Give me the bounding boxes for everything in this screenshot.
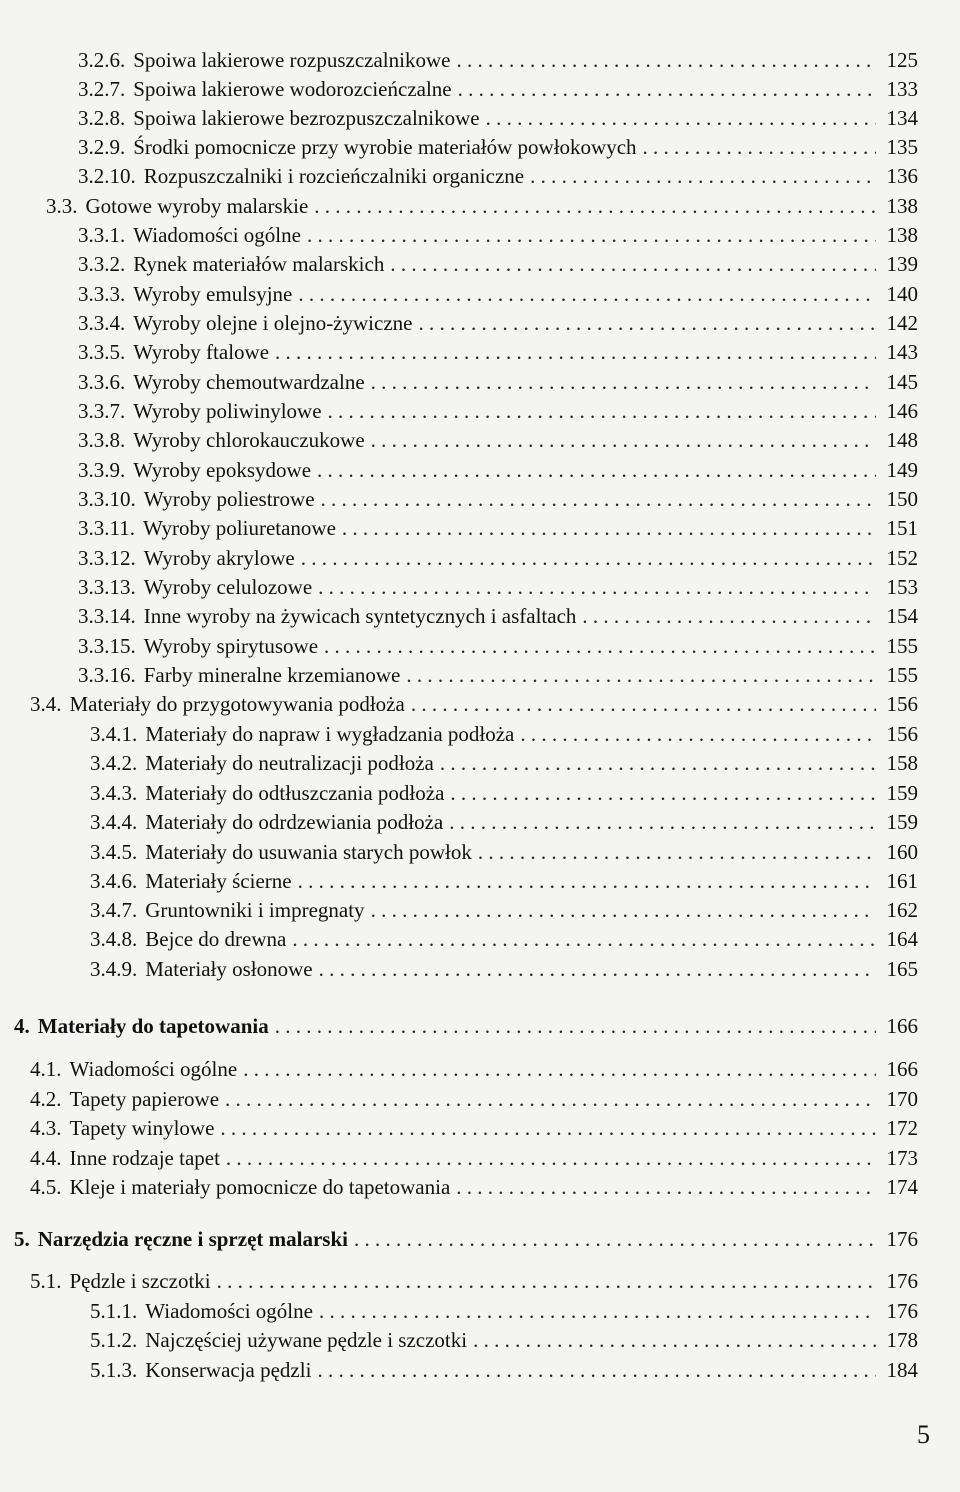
toc-entry <box>78 368 918 396</box>
entry-page: 143 <box>886 340 918 364</box>
entry-page: 176 <box>886 1227 918 1251</box>
leader-dots <box>371 896 876 924</box>
entry-number: 3.3. <box>46 194 78 218</box>
entry-title: Wyroby emulsyjne <box>133 282 293 306</box>
entry-title: Tapety winylowe <box>69 1116 215 1140</box>
toc-entry <box>78 309 918 337</box>
toc-chapter <box>14 1225 918 1253</box>
entry-title: Wyroby olejne i olejno-żywiczne <box>133 311 413 335</box>
leader-dots <box>298 867 876 895</box>
leader-dots <box>301 544 876 572</box>
entry-page: 160 <box>886 840 918 864</box>
entry-number: 3.4.1. <box>90 722 138 746</box>
leader-dots <box>450 779 876 807</box>
leader-dots <box>456 46 876 74</box>
entry-page: 164 <box>886 927 918 951</box>
entry-page: 138 <box>886 194 918 218</box>
entry-title: Rynek materiałów malarskich <box>133 252 385 276</box>
leader-dots <box>406 661 876 689</box>
entry-page: 148 <box>886 428 918 452</box>
entry-title: Spoiwa lakierowe rozpuszczalnikowe <box>133 48 451 72</box>
leader-dots <box>440 749 876 777</box>
entry-number: 3.4.2. <box>90 751 138 775</box>
entry-page: 155 <box>886 663 918 687</box>
toc-entry <box>78 426 918 454</box>
entry-page: 125 <box>886 48 918 72</box>
entry-title: Inne wyroby na żywicach syntetycznych i asfaltach <box>143 604 577 628</box>
entry-page: 136 <box>886 164 918 188</box>
entry-number: 3.3.12. <box>78 546 136 570</box>
entry-page: 159 <box>886 810 918 834</box>
entry-title: Wiadomości ogólne <box>69 1057 238 1081</box>
leader-dots <box>582 602 876 630</box>
toc-entry <box>90 1356 918 1384</box>
entry-title: Materiały osłonowe <box>145 957 313 981</box>
toc-entry <box>78 514 918 542</box>
toc-entry <box>78 46 918 74</box>
entry-title: Wyroby poliestrowe <box>143 487 315 511</box>
entry-title: Bejce do drewna <box>145 927 287 951</box>
leader-dots <box>328 397 876 425</box>
toc-entry <box>30 1144 918 1172</box>
entry-title: Spoiwa lakierowe wodorozcieńczalne <box>133 77 452 101</box>
entry-page: 162 <box>886 898 918 922</box>
toc-entry <box>78 397 918 425</box>
entry-page: 172 <box>886 1116 918 1140</box>
leader-dots <box>226 1144 876 1172</box>
entry-number: 3.3.4. <box>78 311 126 335</box>
entry-number: 3.3.2. <box>78 252 126 276</box>
entry-title: Materiały ścierne <box>145 869 292 893</box>
entry-page: 174 <box>886 1175 918 1199</box>
entry-number: 3.3.8. <box>78 428 126 452</box>
entry-number: 4.4. <box>30 1146 62 1170</box>
leader-dots <box>371 426 876 454</box>
entry-number: 5.1. <box>30 1269 62 1293</box>
entry-page: 146 <box>886 399 918 423</box>
entry-page: 156 <box>886 692 918 716</box>
entry-page: 133 <box>886 77 918 101</box>
leader-dots <box>307 221 876 249</box>
entry-number: 5.1.3. <box>90 1358 138 1382</box>
toc-entry <box>78 250 918 278</box>
entry-title: Środki pomocnicze przy wyrobie materiałów powłokowych <box>133 135 637 159</box>
toc-entry <box>78 485 918 513</box>
entry-page: 161 <box>886 869 918 893</box>
entry-page: 150 <box>886 487 918 511</box>
toc-entry <box>30 1055 918 1083</box>
leader-dots <box>643 133 876 161</box>
toc-entry <box>90 808 918 836</box>
entry-page: 178 <box>886 1328 918 1352</box>
entry-number: 3.2.6. <box>78 48 126 72</box>
toc-entry <box>90 720 918 748</box>
entry-number: 3.3.10. <box>78 487 136 511</box>
toc-entry <box>78 75 918 103</box>
leader-dots <box>292 925 876 953</box>
entry-number: 3.4.7. <box>90 898 138 922</box>
entry-page: 142 <box>886 311 918 335</box>
toc-entry <box>78 632 918 660</box>
entry-title: Wiadomości ogólne <box>133 223 301 247</box>
entry-number: 3.2.8. <box>78 106 126 130</box>
entry-page: 173 <box>886 1146 918 1170</box>
entry-title: Farby mineralne krzemianowe <box>143 663 401 687</box>
entry-title: Wyroby poliwinylowe <box>133 399 322 423</box>
entry-page: 139 <box>886 252 918 276</box>
entry-title: Spoiwa lakierowe bezrozpuszczalnikowe <box>133 106 480 130</box>
entry-page: 152 <box>886 546 918 570</box>
leader-dots <box>411 690 876 718</box>
entry-page: 135 <box>886 135 918 159</box>
leader-dots <box>390 250 876 278</box>
entry-title: Materiały do napraw i wygładzania podłoża <box>145 722 515 746</box>
entry-number: 4.5. <box>30 1175 62 1199</box>
toc-entry <box>90 867 918 895</box>
entry-number: 3.3.3. <box>78 282 126 306</box>
leader-dots <box>318 573 876 601</box>
chapter-number: 5. <box>14 1227 30 1251</box>
entry-title: Rozpuszczalniki i rozcieńczalniki organiczne <box>143 164 525 188</box>
entry-number: 5.1.1. <box>90 1299 138 1323</box>
entry-page: 149 <box>886 458 918 482</box>
leader-dots <box>456 1173 876 1201</box>
entry-number: 3.3.9. <box>78 458 126 482</box>
leader-dots <box>243 1055 876 1083</box>
toc-entry <box>90 955 918 983</box>
leader-dots <box>217 1267 876 1295</box>
entry-page: 166 <box>886 1014 918 1038</box>
leader-dots <box>319 1297 876 1325</box>
leader-dots <box>324 632 876 660</box>
entry-page: 154 <box>886 604 918 628</box>
leader-dots <box>220 1114 876 1142</box>
entry-number: 3.3.7. <box>78 399 126 423</box>
entry-title: Kleje i materiały pomocnicze do tapetowania <box>69 1175 451 1199</box>
toc-entry <box>30 690 918 718</box>
entry-page: 170 <box>886 1087 918 1111</box>
page-number: 5 <box>917 1420 930 1449</box>
entry-number: 3.3.11. <box>78 516 135 540</box>
entry-number: 3.3.5. <box>78 340 126 364</box>
entry-page: 184 <box>886 1358 918 1382</box>
leader-dots <box>319 955 876 983</box>
leader-dots <box>418 309 876 337</box>
entry-title: Gruntowniki i impregnaty <box>145 898 365 922</box>
leader-dots <box>321 485 876 513</box>
entry-number: 3.3.16. <box>78 663 136 687</box>
toc-entry <box>90 925 918 953</box>
leader-dots <box>458 75 876 103</box>
toc-entry <box>78 456 918 484</box>
entry-number: 3.3.1. <box>78 223 126 247</box>
entry-number: 3.3.15. <box>78 634 136 658</box>
entry-page: 155 <box>886 634 918 658</box>
entry-number: 3.3.6. <box>78 370 126 394</box>
entry-title: Materiały do przygotowywania podłoża <box>69 692 405 716</box>
entry-title: Tapety papierowe <box>69 1087 220 1111</box>
entry-title: Materiały do neutralizacji podłoża <box>145 751 434 775</box>
entry-number: 3.4.3. <box>90 781 138 805</box>
toc-entry <box>30 1267 918 1295</box>
entry-number: 3.4.9. <box>90 957 138 981</box>
entry-title: Wyroby celulozowe <box>143 575 313 599</box>
leader-dots <box>371 368 876 396</box>
toc-entry <box>78 104 918 132</box>
entry-page: 151 <box>886 516 918 540</box>
entry-page: 166 <box>886 1057 918 1081</box>
leader-dots <box>275 1012 876 1040</box>
entry-page: 153 <box>886 575 918 599</box>
toc-entry <box>90 896 918 924</box>
leader-dots <box>486 104 876 132</box>
toc-entry <box>30 1173 918 1201</box>
entry-title: Wyroby epoksydowe <box>133 458 312 482</box>
leader-dots <box>473 1326 876 1354</box>
entry-page: 145 <box>886 370 918 394</box>
leader-dots <box>520 720 876 748</box>
entry-page: 134 <box>886 106 918 130</box>
toc-entry <box>46 192 918 220</box>
toc-entry <box>90 749 918 777</box>
toc-entry <box>78 280 918 308</box>
leader-dots <box>298 280 876 308</box>
toc-entry <box>90 1297 918 1325</box>
entry-title: Wyroby spirytusowe <box>143 634 319 658</box>
entry-page: 138 <box>886 223 918 247</box>
chapter-title: Materiały do tapetowania <box>37 1014 269 1038</box>
leader-dots <box>342 514 876 542</box>
toc-entry <box>30 1114 918 1142</box>
entry-number: 3.4.6. <box>90 869 138 893</box>
leader-dots <box>317 1356 876 1384</box>
entry-title: Najczęściej używane pędzle i szczotki <box>145 1328 468 1352</box>
toc-entry <box>78 661 918 689</box>
entry-number: 3.2.7. <box>78 77 126 101</box>
toc-chapter <box>14 1012 918 1040</box>
entry-title: Konserwacja pędzli <box>145 1358 312 1382</box>
entry-number: 3.4.5. <box>90 840 138 864</box>
toc-entry <box>78 162 918 190</box>
leader-dots <box>275 338 876 366</box>
entry-number: 3.3.13. <box>78 575 136 599</box>
toc-entry <box>78 221 918 249</box>
toc-entry <box>90 779 918 807</box>
leader-dots <box>317 456 876 484</box>
entry-number: 4.2. <box>30 1087 62 1111</box>
toc-entry <box>90 838 918 866</box>
entry-page: 165 <box>886 957 918 981</box>
entry-page: 176 <box>886 1269 918 1293</box>
toc-entry <box>78 338 918 366</box>
entry-number: 3.2.10. <box>78 164 136 188</box>
entry-page: 156 <box>886 722 918 746</box>
leader-dots <box>530 162 876 190</box>
entry-number: 4.3. <box>30 1116 62 1140</box>
chapter-number: 4. <box>14 1014 30 1038</box>
entry-title: Materiały do usuwania starych powłok <box>145 840 472 864</box>
toc-entry <box>30 1085 918 1113</box>
entry-page: 158 <box>886 751 918 775</box>
toc-entry <box>78 544 918 572</box>
toc-entry <box>78 602 918 630</box>
entry-page: 176 <box>886 1299 918 1323</box>
leader-dots <box>449 808 876 836</box>
entry-number: 3.2.9. <box>78 135 126 159</box>
entry-title: Wyroby chlorokauczukowe <box>133 428 365 452</box>
toc-entry <box>78 573 918 601</box>
entry-title: Materiały do odrdzewiania podłoża <box>145 810 444 834</box>
chapter-title: Narzędzia ręczne i sprzęt malarski <box>37 1227 348 1251</box>
leader-dots <box>478 838 876 866</box>
entry-title: Wyroby ftalowe <box>133 340 270 364</box>
toc-entry <box>90 1326 918 1354</box>
entry-number: 5.1.2. <box>90 1328 138 1352</box>
entry-title: Wyroby akrylowe <box>143 546 295 570</box>
entry-number: 3.4.8. <box>90 927 138 951</box>
leader-dots <box>225 1085 876 1113</box>
entry-title: Wyroby poliuretanowe <box>142 516 336 540</box>
leader-dots <box>314 192 876 220</box>
entry-page: 140 <box>886 282 918 306</box>
entry-page: 159 <box>886 781 918 805</box>
leader-dots <box>354 1225 876 1253</box>
entry-title: Gotowe wyroby malarskie <box>85 194 309 218</box>
entry-title: Inne rodzaje tapet <box>69 1146 220 1170</box>
entry-number: 3.4.4. <box>90 810 138 834</box>
entry-number: 4.1. <box>30 1057 62 1081</box>
entry-title: Wiadomości ogólne <box>145 1299 313 1323</box>
entry-title: Materiały do odtłuszczania podłoża <box>145 781 445 805</box>
entry-number: 3.3.14. <box>78 604 136 628</box>
entry-number: 3.4. <box>30 692 62 716</box>
entry-title: Pędzle i szczotki <box>69 1269 211 1293</box>
entry-title: Wyroby chemoutwardzalne <box>133 370 365 394</box>
toc-entry <box>78 133 918 161</box>
